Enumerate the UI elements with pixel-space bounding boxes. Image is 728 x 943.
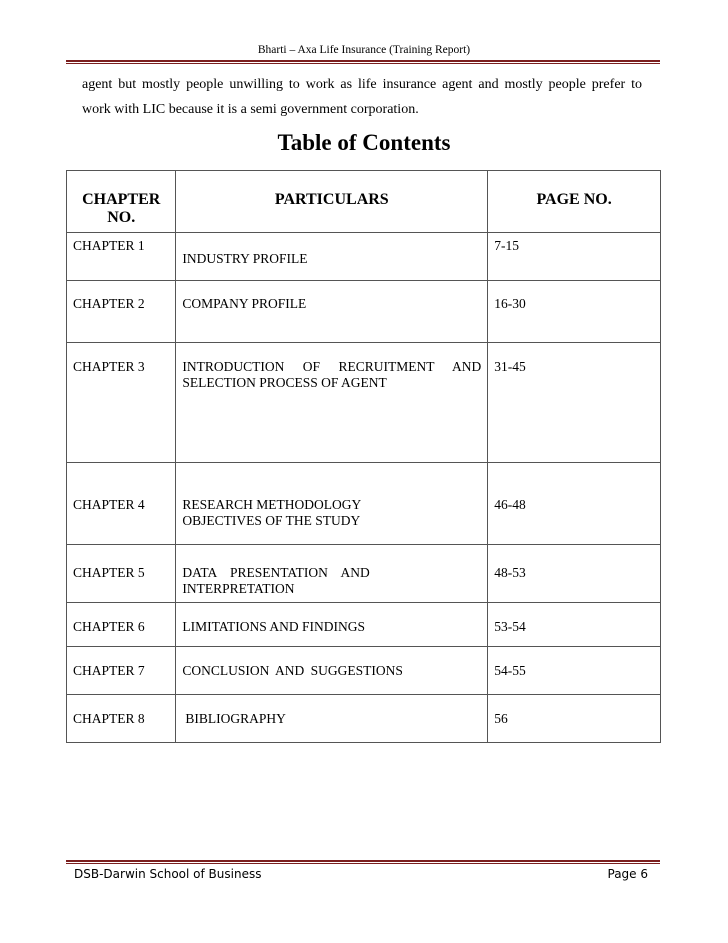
- particulars-cell: LIMITATIONS AND FINDINGS: [176, 603, 488, 647]
- table-row: [67, 343, 661, 463]
- chapter-cell: CHAPTER 8: [67, 695, 176, 743]
- particulars-line-2: SELECTION PROCESS OF AGENT: [182, 375, 387, 390]
- toc-title: Table of Contents: [277, 130, 451, 155]
- page-cell: 16-30: [488, 281, 661, 343]
- page-cell: 31-45: [488, 343, 661, 463]
- chapter-cell: CHAPTER 6: [67, 603, 176, 647]
- page-cell: 53-54: [488, 603, 661, 647]
- chapter-cell: CHAPTER 7: [67, 647, 176, 695]
- footer-rule: [66, 860, 660, 864]
- intro-line-1: agent but mostly people unwilling to work as life insurance agent and mostly people prefer to: [82, 77, 642, 92]
- particulars-line-2: OBJECTIVES OF THE STUDY: [182, 513, 361, 528]
- page-cell: 54-55: [488, 647, 661, 695]
- chapter-cell: CHAPTER 2: [67, 281, 176, 343]
- particulars-cell: COMPANY PROFILE: [176, 281, 488, 343]
- page-cell: 48-53: [488, 545, 661, 603]
- page-cell: 56: [488, 695, 661, 743]
- table-row: [67, 233, 661, 281]
- header-page: PAGE NO.: [488, 171, 661, 233]
- running-header: Bharti – Axa Life Insurance (Training Report): [257, 44, 471, 56]
- particulars-cell: BIBLIOGRAPHY: [176, 695, 488, 743]
- table-row: [67, 281, 661, 343]
- table-row: [67, 647, 661, 695]
- chapter-cell: CHAPTER 5: [67, 545, 176, 603]
- particulars-cell: [176, 463, 488, 545]
- particulars-line-1: RESEARCH METHODOLOGY: [182, 497, 362, 512]
- page-cell: 7-15: [488, 233, 661, 281]
- chapter-cell: CHAPTER 4: [67, 463, 176, 545]
- particulars-cell: INDUSTRY PROFILE: [176, 233, 488, 281]
- table-row: [67, 545, 661, 603]
- header-chapter: CHAPTER NO.: [67, 171, 176, 233]
- particulars-cell: CONCLUSION AND SUGGESTIONS: [176, 647, 488, 695]
- footer-school: DSB-Darwin School of Business: [74, 867, 262, 881]
- page-cell: 46-48: [488, 463, 661, 545]
- particulars-cell: [176, 545, 488, 603]
- particulars-line-1: INTRODUCTION OF RECRUITMENT AND: [182, 359, 482, 374]
- header-particulars: PARTICULARS: [176, 171, 488, 233]
- particulars-cell: [176, 343, 488, 463]
- chapter-cell: CHAPTER 1: [67, 233, 176, 281]
- particulars-line-2: INTERPRETATION: [182, 581, 295, 596]
- toc-table: [66, 170, 661, 743]
- header-rule: [66, 60, 660, 64]
- toc-header-row: [67, 171, 661, 233]
- footer-page-number: Page 6: [607, 867, 648, 881]
- table-row: [67, 695, 661, 743]
- table-row: [67, 603, 661, 647]
- particulars-line-1: DATA PRESENTATION AND: [182, 565, 370, 580]
- table-row: [67, 463, 661, 545]
- intro-line-2: work with LIC because it is a semi government corporation.: [82, 102, 419, 117]
- chapter-cell: CHAPTER 3: [67, 343, 176, 463]
